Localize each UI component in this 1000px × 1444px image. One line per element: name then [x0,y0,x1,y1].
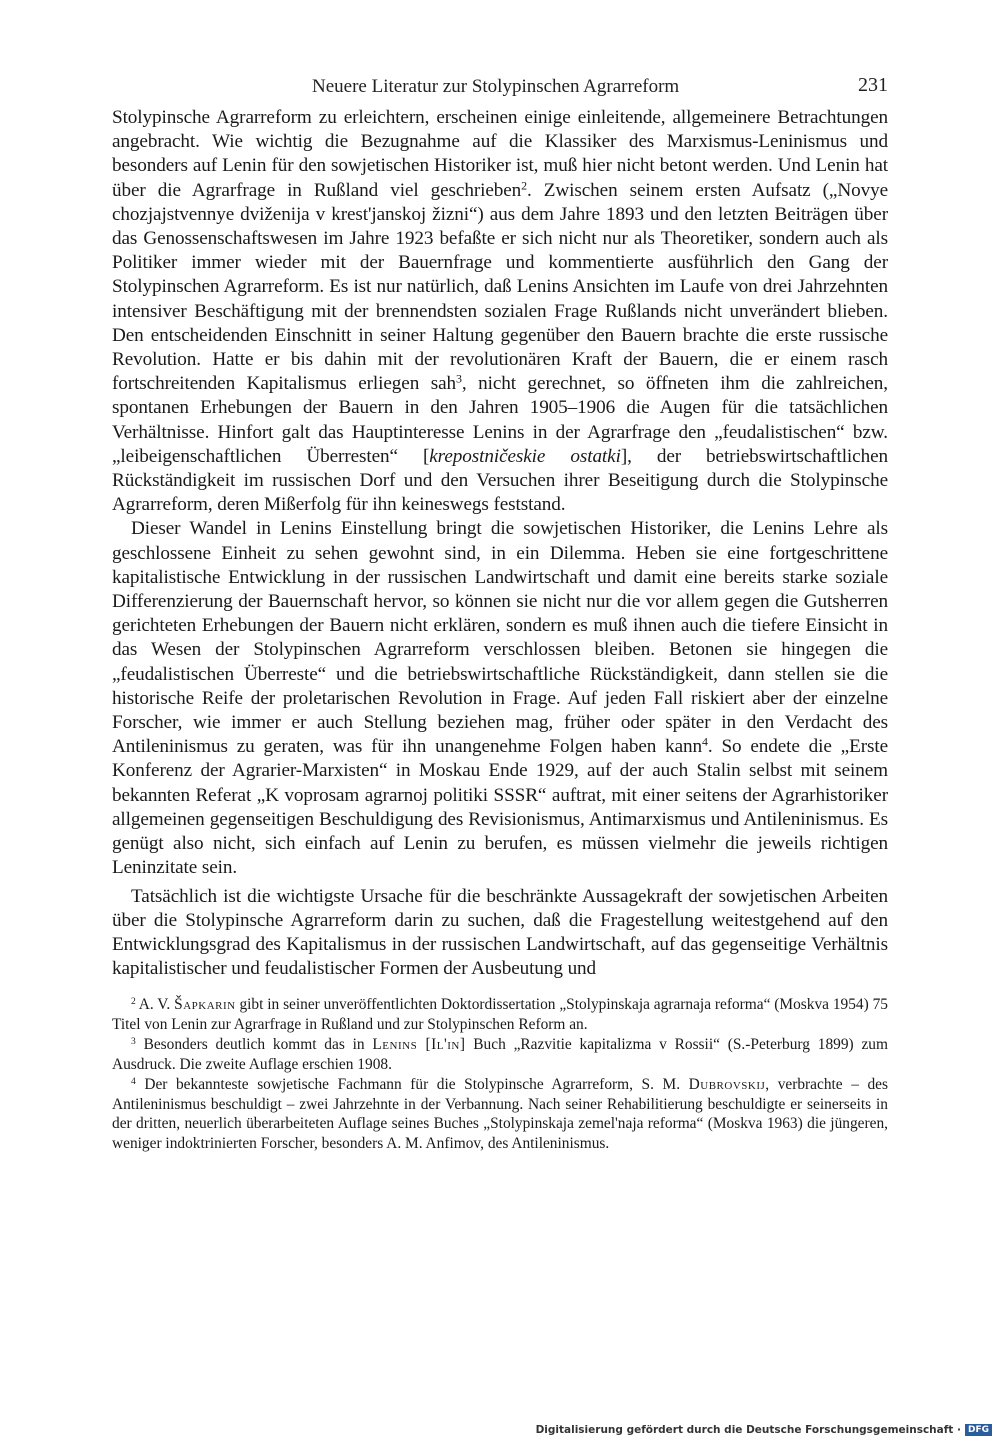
paragraph: Tatsächlich ist die wichtigste Ursache für die beschränkte Aussagekraft der sowjetischen Arbeiten über die Stolypinsche Agrarreform darin zu suchen, daß die Fragestellung weitestgehend auf den Entwicklungsgrad des Kapitalismus in der russischen Landwirtschaft, auf das gegenseitige Verhältnis kapitalistischer und feudalistischer Formen der Ausbeutung und [112,885,888,980]
footnote: $^3$ Besonders deutlich kommt das in Lenins [Il'in] Buch „Razvitie kapitalizma v Rossii“ (S.-Peterburg 1899) zum Ausdruck. Die zweite Auflage erschien 1908. [112,1036,888,1073]
footnote: $^2$ A. V. Šapkarin gibt in seiner unveröffentlichten Doktordissertation „Stolypinskaja agrarnaja reforma“ (Moskva 1954) 75 Titel von Lenin zur Agrarfrage in Rußland und zur Stolypinschen Reform an. [112,996,888,1033]
page-number: 231 [858,74,888,96]
russian-term: krepostničeskie ostatki [429,445,621,467]
running-header [112,72,888,106]
digitization-credit [536,1424,992,1436]
footnote: $^4$ Der bekannteste sowjetische Fachmann für die Stolypinsche Agrarreform, S. M. Dubrovskij, verbrachte – des Antileninismus beschuldigt – zwei Jahrzehnte in der Verbannung. Nach seiner Rehabilitierung beschuldigte er seinerseits in der dritten, neuerlich überarbeiteten Auflage seines Buches „Stolypinskaja zemel'naja reforma“ (Moskva 1963) die jüngeren, weniger indoktrinierten Forscher, besonders A. M. Anfimov, des Antileninismus. [112,1076,888,1152]
footnote-ref[interactable]: 2 [521,178,528,193]
paragraph: Stolypinsche Agrarreform zu erleichtern, erscheinen einige einleitende, allgemeinere Betrachtungen angebracht. Wie wichtig die Bezugnahme auf die Klassiker des Marxismus-Leninismus und besonders auf Lenin für den sowjetischen Historiker ist, muß hier nicht betont werden. Und Lenin hat über die Agrarfrage in Rußland viel geschrieben$^2$. Zwischen seinem ersten Aufsatz („Novye chozjajstvennye dviženija v krest'janskoj žizni“) aus dem Jahre 1893 und den letzten Beiträgen über das Genossenschaftswesen im Jahre 1923 befaßte er sich nicht nur als Theoretiker, sondern auch als Politiker immer wieder mit der Bauernfrage und kommentierte ausführlich den Gang der Stolypinschen Agrarreform. Es ist nur natürlich, daß Lenins Ansichten im Laufe von drei Jahrzehnten intensiver Beschäftigung mit der brennendsten sozialen Frage Rußlands nicht unverändert blieben. Den entscheidenden Einschnitt in seiner Haltung gegenüber den Bauern brachte die erste russische Revolution. Hatte er bis dahin mit der revolutionären Kraft der Bauern, die er einem rasch fortschreitenden Kapitalismus erliegen sah$^3$, nicht gerechnet, so öffneten ihm die zahlreichen, spontanen Erhebungen der Bauern in den Jahren 1905–1906 die Augen für die tatsächlichen Verhältnisse. Hinfort galt das Hauptinteresse Lenins in der Agrarfrage den „feudalistischen“ bzw. „leibeigenschaftlichen Überresten“ [krepostničeskie ostatki], der betriebswirtschaftlichen Rückständigkeit im russischen Dorf und den Versuchen ihrer Beseitigung durch die Stolypinsche Agrarreform, deren Mißerfolg für ihn keineswegs feststand. [112,107,888,516]
running-title: Neuere Literatur zur Stolypinschen Agrarreform [312,76,680,97]
dfg-logo: DFG [965,1424,992,1436]
footnote-ref[interactable]: 4 [702,734,708,749]
footnote-ref[interactable]: 3 [456,371,462,386]
paragraph: Dieser Wandel in Lenins Einstellung bringt die sowjetischen Historiker, die Lenins Lehre als geschlossene Einheit zu sehen gewohnt sind, in ein Dilemma. Heben sie eine fortgeschrittene kapitalistische Entwicklung in der russischen Landwirtschaft und damit eine bereits starke soziale Differenzierung der Bauernschaft hervor, so können sie nicht nur die vor allem gegen die Gutsherren gerichteten Erhebungen der Bauern nicht erklären, sondern es muß ihnen auch die tiefere Einsicht in das Wesen der Stolypinschen Agrarreform verschlossen bleiben. Betonen sie hingegen die „feudalistischen Überreste“ und die betriebswirtschaftliche Rückständigkeit, dann stellen sie die historische Reife der proletarischen Revolution in Frage. Auf jeden Fall riskiert aber der einzelne Forscher, wie immer er auch Stellung beziehen mag, früher oder später in den Verdacht des Antileninismus zu geraten, was für ihn unangenehme Folgen haben kann$^4$. So endete die „Erste Konferenz der Agrarier-Marxisten“ in Moskau Ende 1929, auf der auch Stalin selbst mit seinem bekannten Referat „K voprosam agrarnoj politiki SSSR“ auftrat, mit einer seitens der Agrarhistoriker allgemeinen gegenseitigen Beschuldigung des Revisionismus, Antimarxismus und Antileninismus. Es genügt also nicht, sich einfach auf Lenin zu berufen, es müssen vielmehr die jeweils richtigen Leninzitate sein. [112,518,889,879]
page [112,72,888,1154]
footnotes [112,995,888,1153]
credit-text: Digitalisierung gefördert durch die Deutsche Forschungsgemeinschaft · [535,1424,961,1436]
main-text [112,106,888,981]
